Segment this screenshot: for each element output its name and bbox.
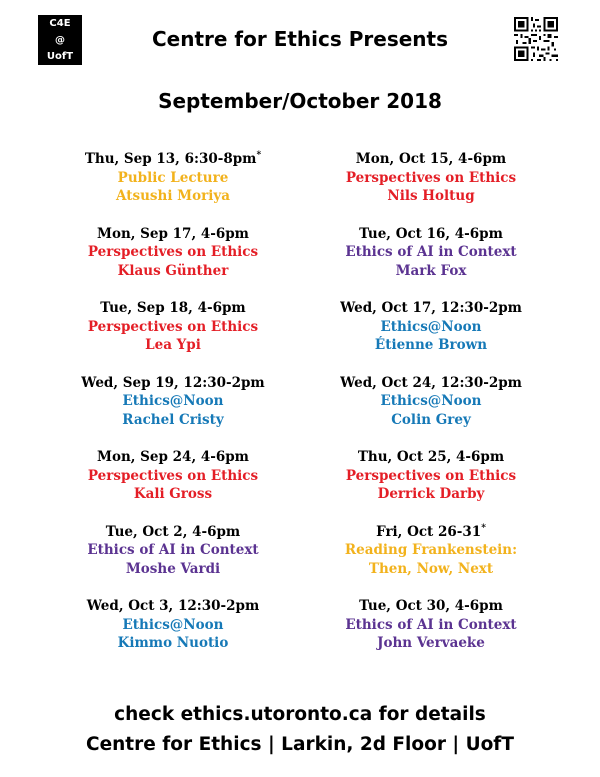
event-speaker: Atsushi Moriya bbox=[116, 188, 230, 204]
event-speaker: Mark Fox bbox=[395, 262, 467, 279]
event-series: Ethics of AI in Context bbox=[87, 542, 259, 558]
event-series: Perspectives on Ethics bbox=[87, 318, 259, 335]
event-item bbox=[48, 150, 298, 225]
event-when: Wed, Sep 19, 12:30-2pm bbox=[81, 374, 265, 391]
event-item bbox=[306, 374, 556, 449]
event-item bbox=[48, 523, 298, 598]
event-when: Wed, Oct 17, 12:30-2pm bbox=[340, 300, 522, 316]
event-when: Thu, Sep 13, 6:30-8pm* bbox=[84, 150, 262, 167]
event-when: Fri, Oct 26-31* bbox=[376, 523, 486, 540]
event-when: Tue, Sep 18, 4-6pm bbox=[100, 300, 246, 316]
event-item bbox=[48, 448, 298, 523]
event-series: Perspectives on Ethics bbox=[87, 244, 259, 260]
event-speaker: Lea Ypi bbox=[145, 337, 201, 353]
asterisk: * bbox=[481, 523, 486, 533]
event-speaker: Derrick Darby bbox=[377, 486, 485, 502]
event-item bbox=[306, 299, 556, 374]
event-item bbox=[306, 597, 556, 672]
event-speaker: Colin Grey bbox=[391, 411, 471, 428]
date-range-heading: September/October 2018 bbox=[158, 89, 442, 113]
event-series: Ethics@Noon bbox=[122, 393, 224, 409]
event-item bbox=[48, 597, 298, 672]
event-item bbox=[306, 523, 556, 598]
page-title: Centre for Ethics Presents bbox=[152, 27, 448, 51]
event-speaker: Nils Holtug bbox=[387, 188, 475, 204]
event-speaker: Kali Gross bbox=[133, 486, 213, 502]
event-item bbox=[48, 374, 298, 449]
event-series: Public Lecture bbox=[117, 169, 229, 186]
event-speaker: Moshe Vardi bbox=[125, 560, 221, 577]
event-item bbox=[48, 225, 298, 300]
asterisk: * bbox=[256, 150, 262, 161]
event-when: Wed, Oct 3, 12:30-2pm bbox=[86, 598, 260, 614]
event-series: Reading Frankenstein: bbox=[344, 542, 518, 558]
logo-line-2: @ bbox=[55, 34, 65, 46]
event-item bbox=[306, 225, 556, 300]
event-series: Ethics@Noon bbox=[380, 393, 482, 409]
event-speaker: John Vervaeke bbox=[377, 635, 485, 651]
event-series: Ethics@Noon bbox=[380, 318, 482, 335]
event-when: Mon, Oct 15, 4-6pm bbox=[355, 151, 507, 167]
event-series: Ethics of AI in Context bbox=[345, 616, 517, 633]
event-when: Tue, Oct 30, 4-6pm bbox=[359, 598, 503, 614]
event-item bbox=[48, 299, 298, 374]
logo-line-1: C4E bbox=[49, 18, 71, 29]
event-speaker: Rachel Cristy bbox=[122, 411, 224, 428]
events-column-right bbox=[306, 150, 556, 672]
events-column-left bbox=[48, 150, 298, 672]
event-speaker: Klaus Günther bbox=[117, 262, 229, 279]
event-when: Mon, Sep 17, 4-6pm bbox=[97, 225, 249, 242]
event-series: Ethics@Noon bbox=[122, 616, 224, 633]
footer-location-line: Centre for Ethics | Larkin, 2d Floor | UofT bbox=[86, 734, 514, 755]
event-item bbox=[306, 448, 556, 523]
event-when: Tue, Oct 2, 4-6pm bbox=[105, 523, 241, 540]
event-speaker: Kimmo Nuotio bbox=[117, 635, 229, 651]
logo-line-3: UofT bbox=[46, 51, 74, 62]
event-when: Wed, Oct 24, 12:30-2pm bbox=[340, 374, 522, 391]
event-speaker: Then, Now, Next bbox=[368, 560, 494, 577]
event-series: Ethics of AI in Context bbox=[345, 244, 517, 260]
event-series: Perspectives on Ethics bbox=[345, 169, 517, 186]
event-item bbox=[306, 150, 556, 225]
event-series: Perspectives on Ethics bbox=[345, 467, 517, 484]
event-series: Perspectives on Ethics bbox=[87, 467, 259, 484]
footer-website-line: check ethics.utoronto.ca for details bbox=[114, 704, 486, 725]
event-speaker: Étienne Brown bbox=[374, 337, 488, 353]
event-when: Thu, Oct 25, 4-6pm bbox=[357, 449, 505, 465]
event-when: Tue, Oct 16, 4-6pm bbox=[359, 225, 503, 242]
event-when: Mon, Sep 24, 4-6pm bbox=[97, 449, 249, 465]
